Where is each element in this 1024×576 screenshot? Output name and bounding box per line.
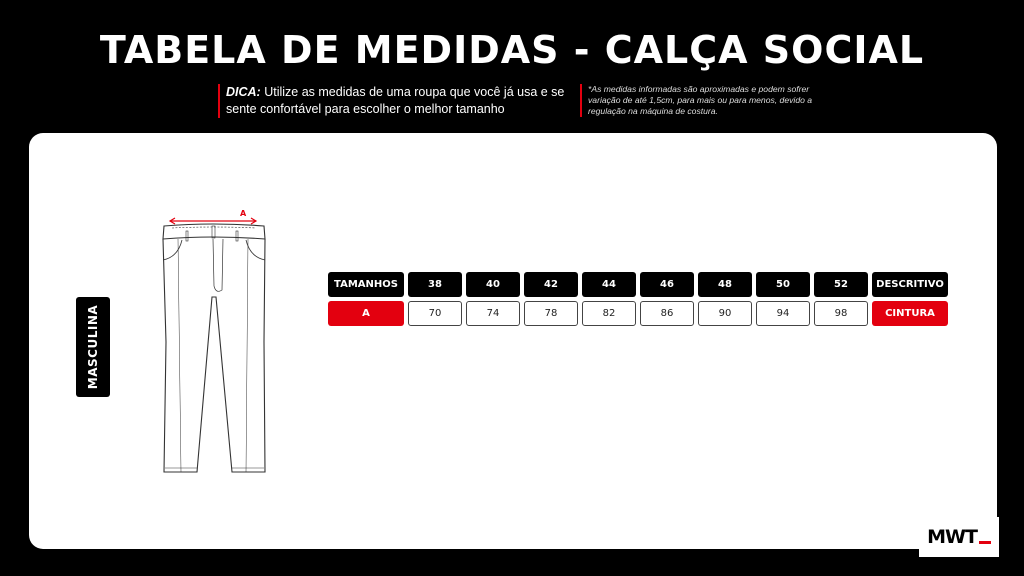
size-header-cell: 46 xyxy=(640,272,694,297)
size-header-cell: 38 xyxy=(408,272,462,297)
brand-logo xyxy=(919,517,999,557)
row-descriptor: CINTURA xyxy=(872,301,948,326)
size-header-row xyxy=(328,272,948,297)
disclaimer-note: *As medidas informadas são aproximadas e podem sofrer variação de até 1,5cm, para mais ou para menos, devido a regulação na máquina de costura. xyxy=(580,84,828,117)
size-header-cell: 48 xyxy=(698,272,752,297)
measure-cell: 78 xyxy=(524,301,578,326)
measure-cell: 70 xyxy=(408,301,462,326)
tip-label: DICA: xyxy=(226,85,261,99)
size-table xyxy=(328,272,948,330)
descriptor-header: DESCRITIVO xyxy=(872,272,948,297)
measure-cell: 94 xyxy=(756,301,810,326)
gender-label: MASCULINA xyxy=(86,304,100,390)
measure-cell: 90 xyxy=(698,301,752,326)
size-header-cell: 44 xyxy=(582,272,636,297)
row-label: A xyxy=(328,301,404,326)
measure-label: A xyxy=(240,209,247,218)
logo-accent-bar xyxy=(979,541,991,544)
page-title: TABELA DE MEDIDAS - CALÇA SOCIAL xyxy=(99,28,925,72)
tamanhos-header: TAMANHOS xyxy=(328,272,404,297)
tip-box xyxy=(218,84,571,118)
size-header-cell: 50 xyxy=(756,272,810,297)
measure-cell: 74 xyxy=(466,301,520,326)
size-header-cell: 40 xyxy=(466,272,520,297)
gender-tag xyxy=(76,297,110,397)
measure-cell: 98 xyxy=(814,301,868,326)
measure-cell: 86 xyxy=(640,301,694,326)
pants-diagram xyxy=(150,202,280,477)
table-row xyxy=(328,301,948,326)
measure-cell: 82 xyxy=(582,301,636,326)
size-header-cell: 52 xyxy=(814,272,868,297)
tip-text: Utilize as medidas de uma roupa que você já usa e se sente confortável para escolher o melhor tamanho xyxy=(226,85,565,116)
logo-text: MWT xyxy=(927,526,977,548)
size-header-cell: 42 xyxy=(524,272,578,297)
